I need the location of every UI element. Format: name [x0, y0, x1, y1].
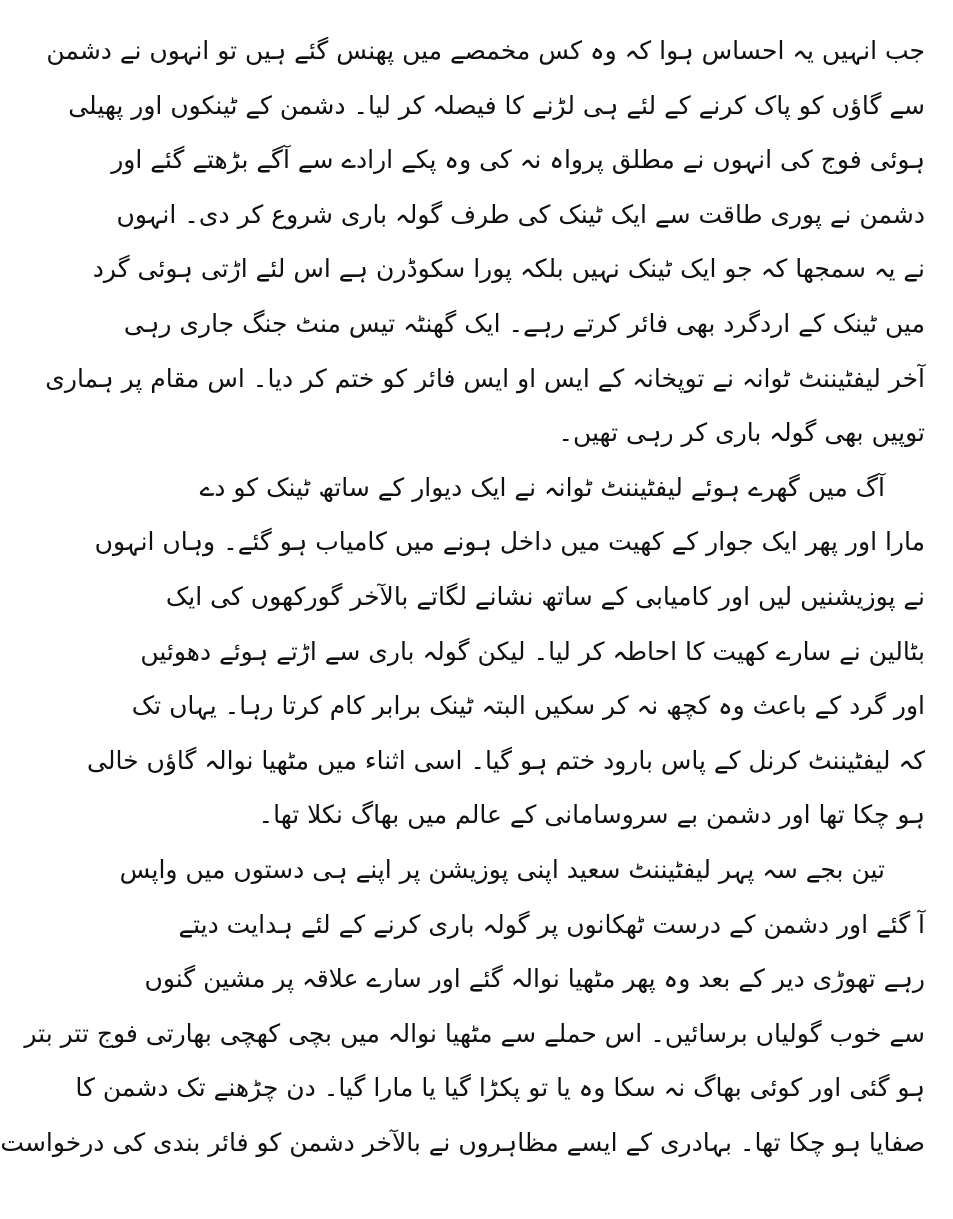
text-line: نے یہ سمجھا کہ جو ایک ٹینک نہیں بلکہ پورا سکوڈرن ہے اس لئے اڑتی ہوئی گرد: [92, 254, 925, 284]
text-line: مارا اور پھر ایک جوار کے کھیت میں داخل ہونے میں کامیاب ہو گئے۔ وہاں انہوں: [94, 527, 925, 557]
text-line: صفایا ہو چکا تھا۔ بہادری کے ایسے مظاہروں نے بالآخر دشمن کو فائر بندی کی درخواست: [0, 1127, 925, 1157]
text-line: دشمن نے پوری طاقت سے ایک ٹینک کی طرف گولہ باری شروع کر دی۔ انہوں: [116, 199, 925, 229]
text-line: میں ٹینک کے اردگرد بھی فائر کرتے رہے۔ ایک گھنٹہ تیس منٹ جنگ جاری رہی: [123, 308, 925, 338]
text-line: ہو گئی اور کوئی بھاگ نہ سکا وہ یا تو پکڑا گیا یا مارا گیا۔ دن چڑھنے تک دشمن کا: [75, 1073, 925, 1103]
text-line: رہے تھوڑی دیر کے بعد وہ پھر مٹھیا نوالہ گئے اور سارے علاقہ پر مشین گنوں: [144, 964, 925, 994]
text-line: آگ میں گھرے ہوئے لیفٹیننٹ ٹوانہ نے ایک دیوار کے ساتھ ٹینک کو دے: [199, 472, 885, 502]
text-line: بٹالین نے سارے کھیت کا احاطہ کر لیا۔ لیکن گولہ باری سے اڑتے ہوئے دھوئیں: [140, 636, 925, 666]
text-line: جب انہیں یہ احساس ہوا کہ وہ کس مخمصے میں پھنس گئے ہیں تو انہوں نے دشمن: [46, 36, 925, 65]
text-line: ہو چکا تھا اور دشمن بے سروسامانی کے عالم میں بھاگ نکلا تھا۔: [258, 800, 925, 830]
paragraph-2: [87, 461, 925, 843]
text-line: آ گئے اور دشمن کے درست ٹھکانوں پر گولہ باری کرنے کے لئے ہدایت دیتے: [178, 909, 925, 939]
text-line: آخر لیفٹیننٹ ٹوانہ نے توپخانہ کے ایس او ایس فائر کو ختم کر دیا۔ اس مقام پر ہماری: [45, 363, 925, 393]
paragraph-3: [0, 843, 925, 1171]
text-line: توپیں بھی گولہ باری کر رہی تھیں۔: [558, 418, 925, 448]
text-line: اور گرد کے باعث وہ کچھ نہ کر سکیں البتہ ٹینک برابر کام کرتا رہا۔ یہاں تک: [131, 691, 925, 721]
text-line: نے پوزیشنیں لیں اور کامیابی کے ساتھ نشانے لگاتے بالآخر گورکھوں کی ایک: [165, 581, 925, 611]
text-line: سے خوب گولیاں برسائیں۔ اس حملے سے مٹھیا نوالہ میں بچی کھچی بھارتی فوج تتر بتر: [24, 1018, 925, 1048]
text-line: ہوئی فوج کی انہوں نے مطلق پرواہ نہ کی وہ پکے ارادے سے آگے بڑھتے گئے اور: [111, 145, 925, 175]
text-line: سے گاؤں کو پاک کرنے کے لئے ہی لڑنے کا فیصلہ کر لیا۔ دشمن کے ٹینکوں اور پھیلی: [68, 90, 925, 120]
text-line: کہ لیفٹیننٹ کرنل کے پاس بارود ختم ہو گیا۔ اسی اثناء میں مٹھیا نوالہ گاؤں خالی: [87, 745, 925, 775]
paragraph-1: [45, 24, 925, 461]
text-line: تین بجے سہ پہر لیفٹیننٹ سعید اپنی پوزیشن پر اپنے ہی دستوں میں واپس: [119, 854, 885, 884]
